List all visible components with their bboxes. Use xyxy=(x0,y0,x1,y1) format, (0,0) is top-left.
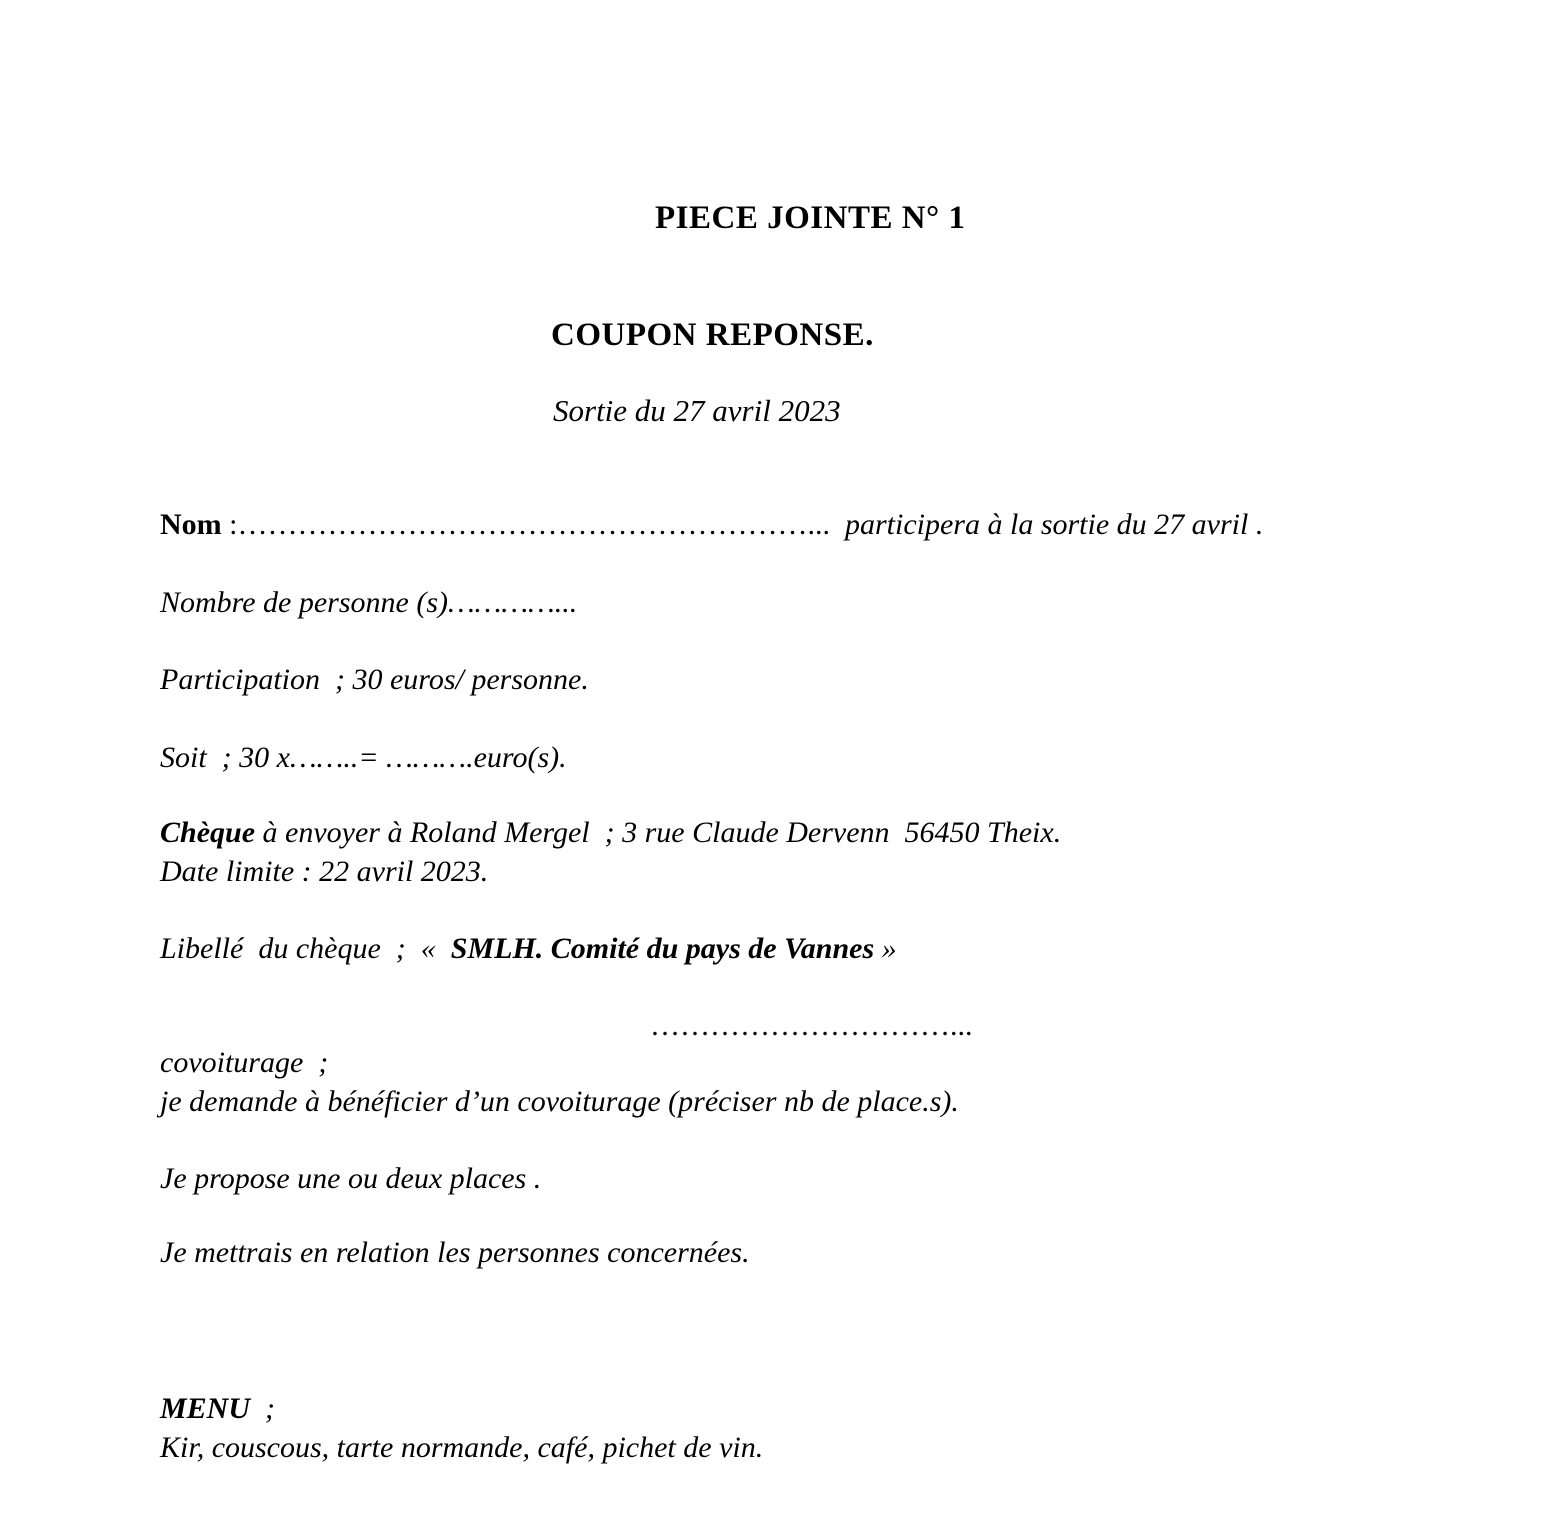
cheque-line-text: à envoyer à Roland Mergel ; 3 rue Claude Dervenn 56450 Theix. xyxy=(255,816,1062,849)
mise-en-relation-line: Je mettrais en relation les personnes concernées. xyxy=(160,1236,750,1269)
date-limite-line: Date limite : 22 avril 2023. xyxy=(160,855,489,888)
propose-places-line: Je propose une ou deux places . xyxy=(160,1162,542,1195)
nom-line-text: participera à la sortie du 27 avril . xyxy=(830,508,1264,541)
participation-line: Participation ; 30 euros/ personne. xyxy=(160,663,589,696)
nombre-personnes-line: Nombre de personne (s)…………... xyxy=(160,586,578,619)
cheque-label: Chèque xyxy=(160,816,256,849)
nom-line xyxy=(160,505,1263,544)
menu-separator: ; xyxy=(250,1392,276,1425)
standalone-dotted-line: …………………………... xyxy=(650,1009,973,1042)
cheque-line xyxy=(160,813,1061,852)
menu-label: MENU xyxy=(160,1392,251,1425)
nom-label: Nom xyxy=(160,508,222,541)
outing-date-line: Sortie du 27 avril 2023 xyxy=(553,393,841,428)
menu-items-line: Kir, couscous, tarte normande, café, pichet de vin. xyxy=(160,1431,764,1464)
soit-calculation-line: Soit ; 30 x……..= ……….euro(s). xyxy=(160,741,567,774)
libelle-prefix: Libellé du chèque ; « xyxy=(160,932,451,965)
libelle-suffix: » xyxy=(874,932,897,965)
covoiturage-heading-line: covoiturage ; xyxy=(160,1046,329,1079)
covoiturage-demande-line: je demande à bénéficier d’un covoiturage (préciser nb de place.s). xyxy=(160,1085,959,1118)
libelle-payee-name: SMLH. Comité du pays de Vannes xyxy=(450,932,875,965)
page-title: PIECE JOINTE N° 1 xyxy=(655,200,966,236)
libelle-cheque-line xyxy=(160,929,897,968)
coupon-title: COUPON REPONSE. xyxy=(551,317,874,353)
menu-heading-line xyxy=(160,1389,275,1428)
nom-fill-in-dots: :…………………………………………………... xyxy=(221,508,830,541)
